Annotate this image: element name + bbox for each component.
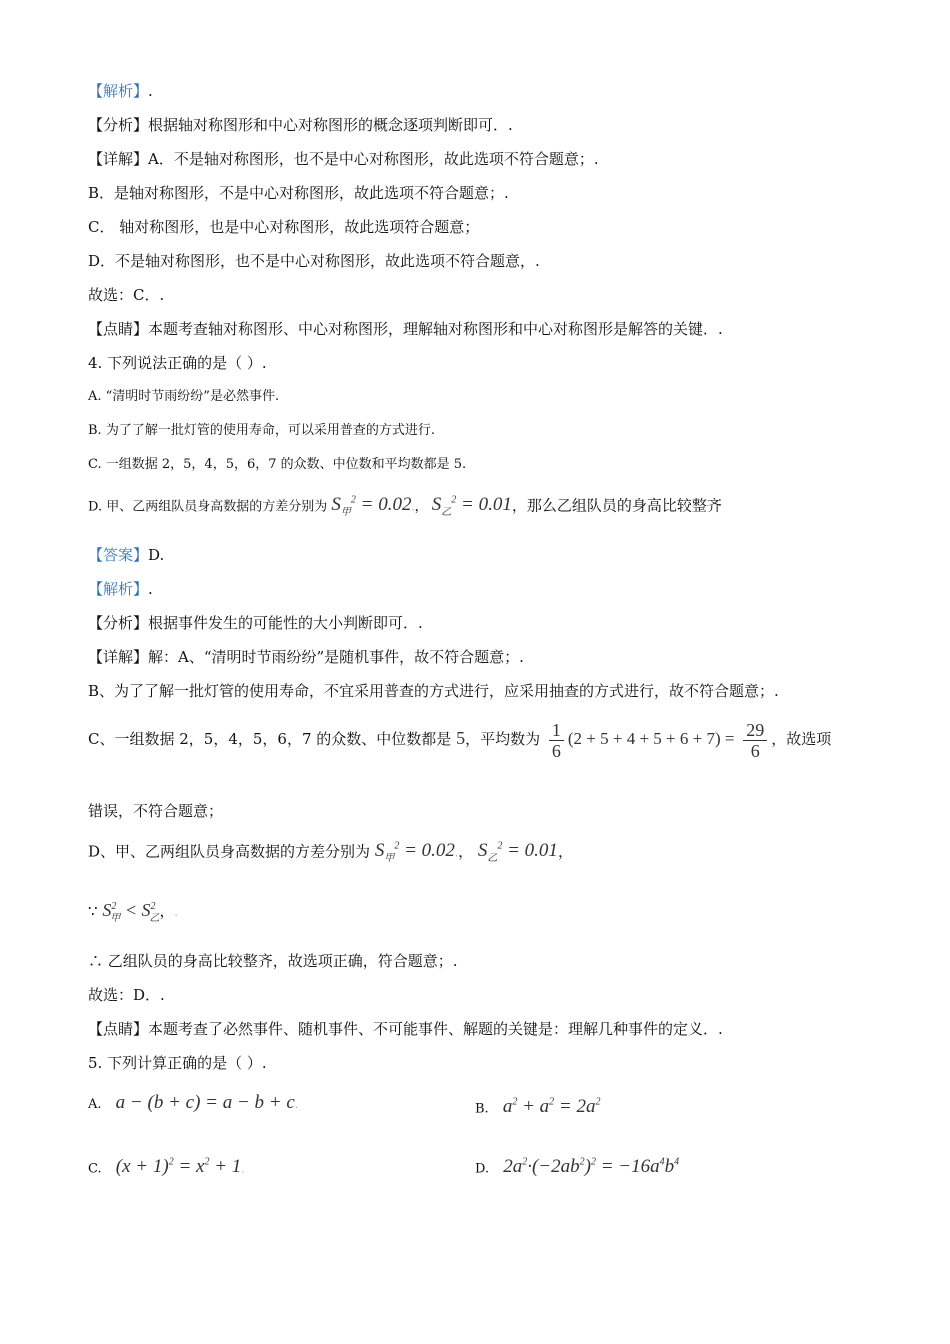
q4-option-d: D. 甲、乙两组队员身高数据的方差分别为 $S_甲^2 = 0.02$.， $S_乙^2 = 0.01$，那么乙组队员的身高比较整齐: [88, 494, 722, 519]
q5-option-d: D. $2a^2\cdot(-2ab^2)^2 = -16a^4b^4$: [475, 1156, 680, 1178]
q4-option-a: A. “清明时节雨纷纷”是必然事件.: [88, 389, 280, 404]
variance-yi-2: $S_乙^2 = 0.01$: [477, 840, 558, 865]
opt-d-expression: $2a^2\cdot(-2ab^2)^2 = -16a^4b^4$: [503, 1156, 680, 1178]
xiangjie-line-1: 【详解】A．不是轴对称图形，也不是中心对称图形，故此选项不符合题意；.: [88, 150, 599, 168]
question-5: 5. 下列计算正确的是（ ）.: [88, 1054, 267, 1072]
therefore-line: ∴ 乙组队员的身高比较整齐，故选项正确，符合题意；.: [88, 952, 458, 970]
option-c-analysis-2: C、一组数据 2，5，4，5，6，7 的众数、中位数都是 5，平均数为 $\frac{1}{6}$ (2 + 5 + 4 + 5 + 6 + 7) = $\frac{29}{6}$ ，故选项: [88, 719, 832, 761]
fraction-one-sixth: $\frac{1}{6}$: [549, 720, 564, 761]
q5-option-b: B. $a^2 + a^2 = 2a^2$: [475, 1096, 601, 1118]
q4-option-b: B. 为了了解一批灯管的使用寿命，可以采用普查的方式进行.: [88, 423, 435, 438]
option-c-analysis: C． 轴对称图形，也是中心对称图形，故此选项符合题意；: [88, 218, 480, 236]
dianjing-line-1: 【点睛】本题考查轴对称图形、中心对称图形，理解轴对称图形和中心对称图形是解答的关键．.: [88, 320, 723, 338]
answer-value: D.: [148, 546, 165, 564]
fenxi-line-1: 【分析】根据轴对称图形和中心对称图形的概念逐项判断即可．.: [88, 116, 513, 134]
jiexi-tag-2: 【解析】: [88, 580, 149, 598]
guxuan-line-2: 故选：D．.: [88, 986, 165, 1004]
opt-c-expression: $(x + 1)^2 = x^2 + 1$: [115, 1156, 242, 1178]
option-d-analysis-2: D、甲、乙两组队员身高数据的方差分别为 $S_甲^2 = 0.02$.， $S_乙^2 = 0.01$，: [88, 840, 573, 865]
fenxi-line-2: 【分析】根据事件发生的可能性的大小判断即可．.: [88, 614, 423, 632]
variance-yi: $S_乙^2 = 0.01$: [431, 494, 512, 519]
variance-inequality: $S^2_甲 < S^2_乙$: [102, 900, 160, 924]
option-c-analysis-cont: 错误，不符合题意；: [88, 802, 224, 820]
because-line: ∵ $S^2_甲 < S^2_乙$，.: [88, 900, 178, 924]
question-4: 4. 下列说法正确的是（ ）.: [88, 354, 267, 372]
option-d-analysis: D．不是轴对称图形，也不是中心对称图形，故此选项不符合题意，.: [88, 252, 540, 270]
option-b-analysis-2: B、为了了解一批灯管的使用寿命，不宜采用普查的方式进行，应采用抽查的方式进行，故不符合题意；.: [88, 682, 779, 700]
jiexi-line-2: 【解析】.: [88, 580, 153, 598]
jiexi-tag: 【解析】: [88, 82, 149, 100]
dianjing-line-2: 【点睛】本题考查了必然事件、随机事件、不可能事件、解题的关键是：理解几种事件的定义．.: [88, 1020, 723, 1038]
sum-expression: (2 + 5 + 4 + 5 + 6 + 7) =: [567, 729, 735, 748]
guxuan-line-1: 故选：C．.: [88, 286, 165, 304]
q4-option-c: C. 一组数据 2，5，4，5，6，7 的众数、中位数和平均数都是 5.: [88, 457, 467, 472]
option-b-analysis: B．是轴对称图形，不是中心对称图形，故此选项不符合题意；.: [88, 184, 509, 202]
variance-jia: $S_甲^2 = 0.02$: [331, 494, 412, 519]
jiexi-line-1: 【解析】.: [88, 82, 153, 100]
answer-tag: 【答案】: [88, 546, 149, 564]
q5-option-a: A. a − (b + c) = a − b + c.: [88, 1092, 298, 1113]
q5-option-c: C. $(x + 1)^2 = x^2 + 1$.: [88, 1156, 245, 1178]
xiangjie-line-2: 【详解】解：A、“清明时节雨纷纷”是随机事件，故不符合题意；.: [88, 648, 524, 666]
variance-jia-2: $S_甲^2 = 0.02$: [374, 840, 455, 865]
fraction-29-6: $\frac{29}{6}$: [743, 720, 767, 761]
answer-line: [88, 544, 164, 566]
opt-b-expression: $a^2 + a^2 = 2a^2$: [502, 1096, 601, 1118]
